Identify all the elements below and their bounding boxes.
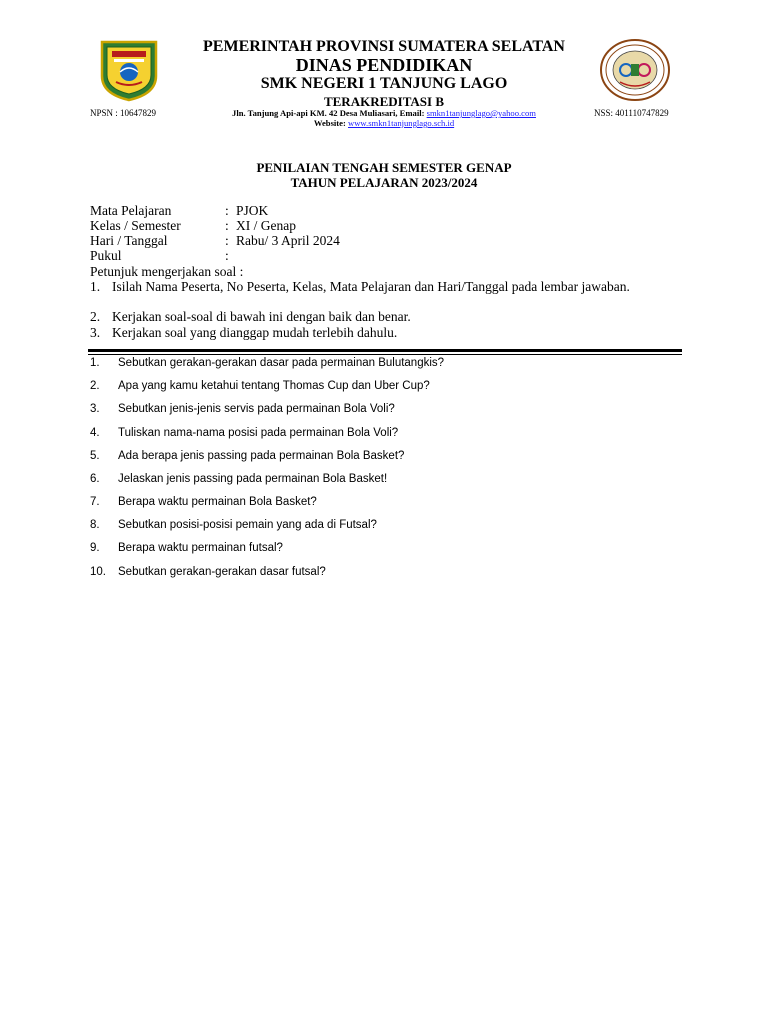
question-text: Sebutkan jenis-jenis servis pada permainan Bola Voli? <box>118 403 395 415</box>
question-text: Berapa waktu permainan Bola Basket? <box>118 496 317 508</box>
instruction-text: Isilah Nama Peserta, No Peserta, Kelas, Mata Pelajaran dan Hari/Tanggal pada lembar jawaban. <box>112 279 630 294</box>
info-value: XI / Genap <box>236 218 296 233</box>
question-text: Jelaskan jenis passing pada permainan Bola Basket! <box>118 473 388 485</box>
question-text: Sebutkan gerakan-gerakan dasar futsal? <box>118 566 326 578</box>
question-text: Apa yang kamu ketahui tentang Thomas Cup dan Uber Cup? <box>118 380 430 392</box>
question-number: 10. <box>90 566 106 578</box>
header-school-name: SMK NEGERI 1 TANJUNG LAGO <box>260 75 508 92</box>
header-accreditation: TERAKREDITASI B <box>323 94 445 109</box>
header-government: PEMERINTAH PROVINSI SUMATERA SELATAN <box>203 38 565 55</box>
email-link[interactable]: smkn1tanjunglago@yahoo.com <box>426 108 536 118</box>
website-link[interactable]: www.smkn1tanjunglago.sch.id <box>348 118 455 128</box>
question-number: 9. <box>90 542 100 554</box>
instruction-text: Kerjakan soal yang dianggap mudah terlebih dahulu. <box>112 325 398 340</box>
info-label: Pukul <box>90 248 122 263</box>
question-number: 2. <box>90 380 100 392</box>
info-label: Mata Pelajaran <box>90 203 172 218</box>
question-number: 6. <box>90 473 100 485</box>
header-department: DINAS PENDIDIKAN <box>295 55 473 75</box>
info-label: Kelas / Semester <box>90 218 181 233</box>
divider-thick <box>88 349 682 352</box>
instruction-text: Kerjakan soal-soal di bawah ini dengan baik dan benar. <box>112 309 411 324</box>
instruction-number: 1. <box>90 279 101 294</box>
info-colon: : <box>225 233 229 248</box>
question-text: Ada berapa jenis passing pada permainan Bola Basket? <box>118 450 405 462</box>
question-text: Tuliskan nama-nama posisi pada permainan Bola Voli? <box>118 427 399 439</box>
question-number: 4. <box>90 427 100 439</box>
instructions-heading: Petunjuk mengerjakan soal : <box>90 264 244 279</box>
question-text: Sebutkan gerakan-gerakan dasar pada permainan Bulutangkis? <box>118 357 445 369</box>
info-value: PJOK <box>236 203 269 218</box>
question-number: 8. <box>90 519 100 531</box>
info-colon: : <box>225 218 229 233</box>
question-text: Sebutkan posisi-posisi pemain yang ada di Futsal? <box>118 519 377 531</box>
address-text: Jln. Tanjung Api-api KM. 42 Desa Muliasari, Email: <box>232 108 427 118</box>
info-colon: : <box>225 248 229 263</box>
question-number: 1. <box>90 357 100 369</box>
instruction-number: 2. <box>90 309 101 324</box>
info-value: Rabu/ 3 April 2024 <box>236 233 340 248</box>
divider-thin <box>88 354 682 355</box>
exam-year: TAHUN PELAJARAN 2023/2024 <box>290 175 478 190</box>
question-number: 7. <box>90 496 100 508</box>
website-line <box>0 118 768 128</box>
info-label: Hari / Tanggal <box>90 233 168 248</box>
question-number: 5. <box>90 450 100 462</box>
question-number: 3. <box>90 403 100 415</box>
instruction-number: 3. <box>90 325 101 340</box>
npsn-text: NPSN : 10647829 <box>90 108 157 118</box>
info-colon: : <box>225 203 229 218</box>
exam-title: PENILAIAN TENGAH SEMESTER GENAP <box>256 160 512 175</box>
website-label: Website: <box>313 118 348 128</box>
question-text: Berapa waktu permainan futsal? <box>118 542 283 554</box>
nss-text: NSS: 401110747829 <box>594 108 669 118</box>
